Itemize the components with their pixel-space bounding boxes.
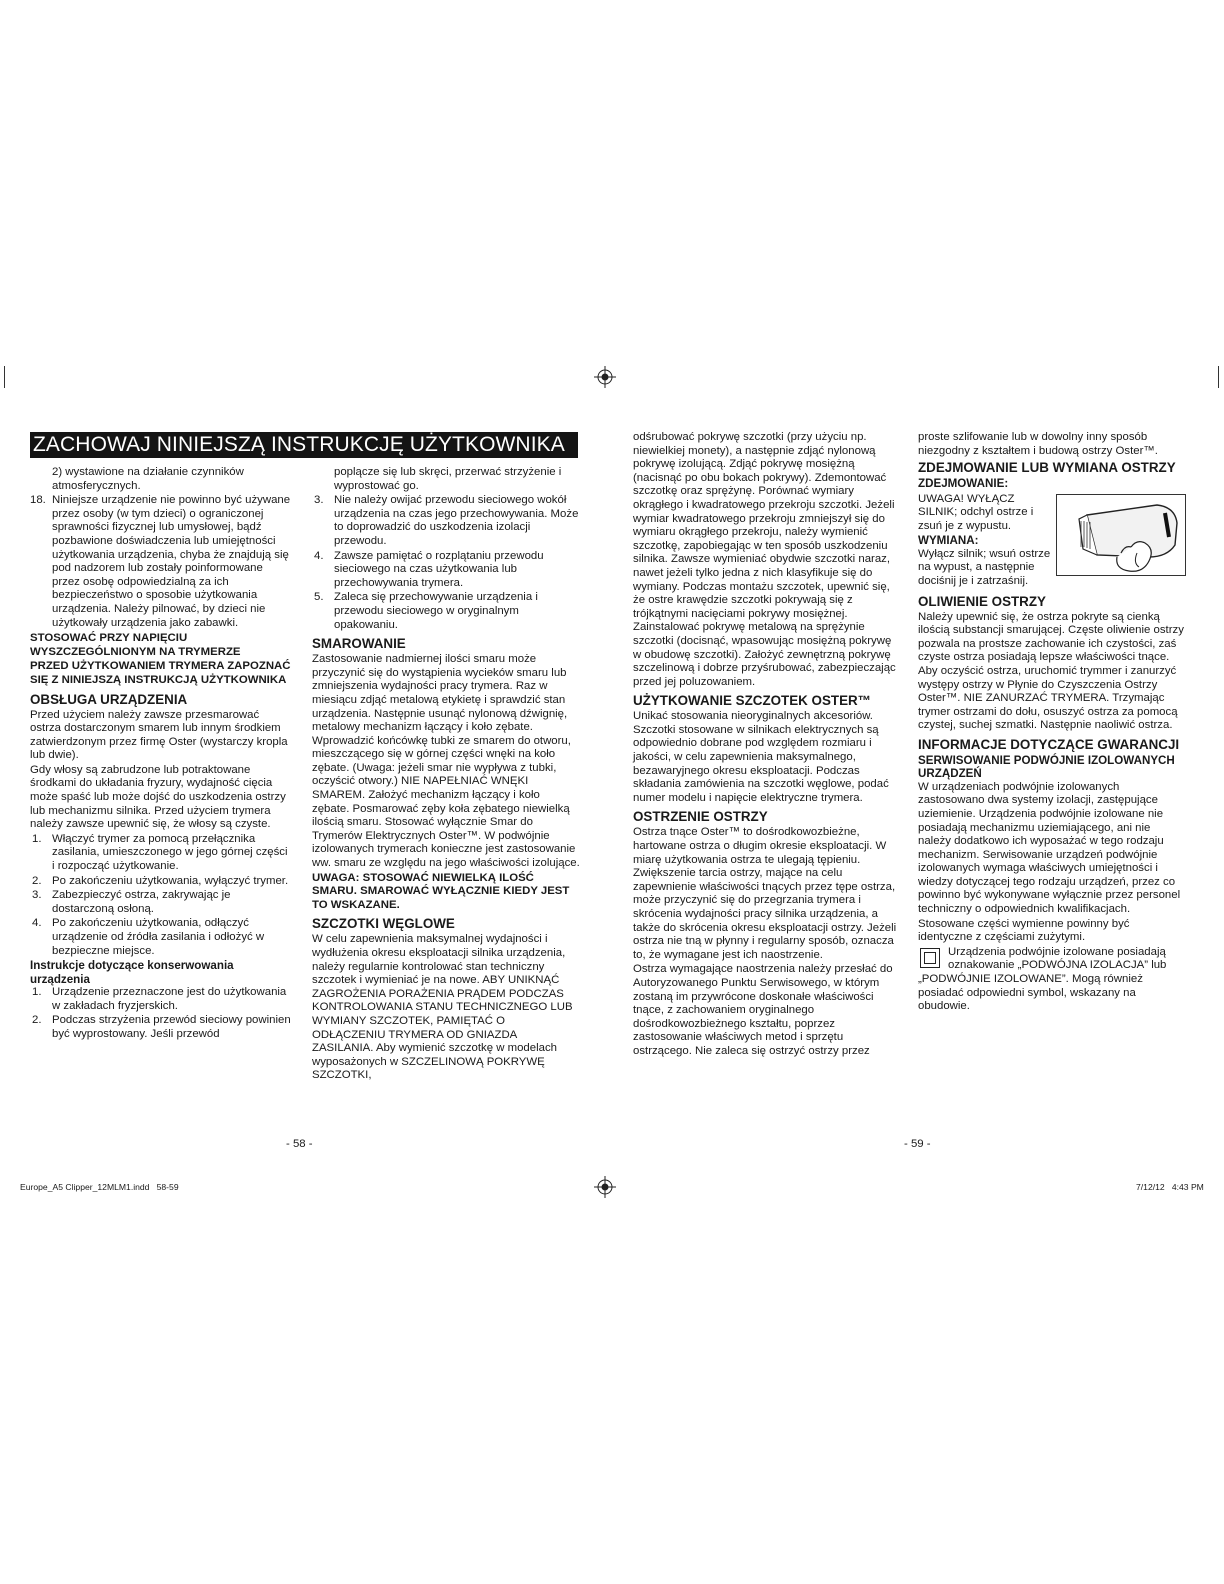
list-item: [312, 494, 580, 548]
list-item: [312, 591, 580, 632]
list-text: Zaleca się przechowywanie urządzenia i przewodu sieciowego w oryginalnym opakowaniu.: [334, 591, 538, 631]
paragraph: Przed użyciem należy zawsze przesmarować ostrza dostarczonym smarem lub innym środkiem zatwierdzonym przez firmę Oster (wystarczy kropla lub dwie).: [30, 708, 288, 762]
list-number: 5.: [314, 591, 324, 604]
column-4: [918, 431, 1186, 1015]
heading-uzytkowanie-szczotek: UŻYTKOWANIE SZCZOTEK OSTER™: [633, 693, 872, 709]
paragraph: odśrubować pokrywę szczotki (przy użyciu np. niewielkiej monety), a następnie zdjąć nylonową pokrywę izolującą. Zdjąć pokrywę mosiężną (nacisnąć po obu bokach pokrywy). Zdemontować szczotkę oraz sprężynę. Porównać wymiary okrągłego i kwadratowego przekroju szczotki. Jeżeli wymiar kwadratowego przekroju zmniejszył się do wymiaru okrągłego przekroju, należy wymienić szczotkę, zapobiegając w ten sposób uszkodzeniu silnika. Zawsze wymieniać obydwie szczotki naraz, nawet jeżeli tylko jedna z nich klasyfikuje się do wymiany. Podczas montażu szczotek, upewnić się, że ostre krawędzie szczotki pokrywają się z trójkątnymi nacięciami pokrywy mosiężnej. Zainstalować pokrywę metalową na sprężynie szczotki (docisnąć, wpasowując mosiężną pokrywę w obudowę szczotki). Założyć zewnętrzną pokrywę szczelinową i dobrze przyśrubować, zabezpieczając przed jej poluzowaniem.: [633, 431, 896, 688]
list-item: [30, 875, 292, 889]
footer-timestamp: 7/12/12 4:43 PM: [1136, 1182, 1204, 1192]
heading-smarowanie: SMAROWANIE: [312, 636, 406, 652]
paragraph: Ostrza tnące Oster™ to dośrodkowozbieżne, hartowane ostrza o długim okresie eksploatacji. W miarę użytkowania ostrza te ulegają tępieniu. Zwiększenie tarcia ostrzy, mające na celu zapewnienie właściwości tnących przez tępe ostrza, może przyczynić się do przegrzania trymera i skrócenia wydajności pracy silnika urządzenia, a także do skrócenia okresu eksploatacji ostrzy. Jeżeli ostrza nie tną w płynny i regularny sposób, oznacza to, że wymagane jest ich naostrzenie.: [633, 826, 897, 961]
lubrication-warning: UWAGA: STOSOWAĆ NIEWIELKĄ ILOŚĆ SMARU. SMAROWAĆ WYŁĄCZNIE KIEDY JEST TO WSKAZANE.: [312, 871, 570, 911]
list-number: 2.: [32, 1014, 42, 1027]
column-2: [312, 466, 580, 1084]
subheading-wymiana: WYMIANA:: [918, 534, 979, 548]
list-text: Podczas strzyżenia przewód sieciowy powinien być wyprostowany. Jeśli przewód: [52, 1014, 291, 1040]
paragraph: Wyłącz silnik; wsuń ostrze na wypust, a następnie dociśnij je i zatrzaśnij.: [918, 547, 1051, 587]
list-item: [30, 917, 292, 958]
crop-mark-right: [1218, 366, 1219, 388]
list-number: 3.: [32, 889, 42, 902]
registration-mark-top-icon: [594, 366, 616, 388]
paragraph: W celu zapewnienia maksymalnej wydajności i wydłużenia okresu eksploatacji silnika urządzenia, należy regularnie kontrolować stan techniczny szczotek i wymieniać je na nowe. ABY UNIKNĄĆ ZAGROŻENIA PORAŻENIA PRĄDEM PODCZAS KONTROLOWANIA STANU TECHNICZNEGO LUB WYMIANY SZCZOTEK, PAMIĘTAĆ O ODŁĄCZENIU TRYMERA OD GNIAZDA ZASILANIA. Aby wymienić szczotkę w modelach wyposażonych w SZCZELINOWĄ POKRYWĘ SZCZOTKI,: [312, 933, 573, 1082]
heading-obsluga: OBSŁUGA URZĄDZENIA: [30, 691, 188, 707]
paragraph: [918, 946, 1186, 1014]
read-manual-notice: PRZED UŻYTKOWANIEM TRYMERA ZAPOZNAĆ SIĘ Z NINIEJSZĄ INSTRUKCJĄ UŻYTKOWNIKA: [30, 660, 291, 686]
crop-mark-left: [4, 366, 5, 388]
column-1: [30, 466, 292, 1042]
continued-text: 2) wystawione na działanie czynników atmosferycznych.: [52, 466, 244, 492]
list-text: Po zakończeniu użytkowania, wyłączyć trymer.: [52, 874, 289, 887]
list-text: Nie należy owijać przewodu sieciowego wokół urządzenia na czas jego przechowywania. Może to doprowadzić do uszkodzenia izolacji przewodu.: [334, 494, 579, 547]
paragraph: W urządzeniach podwójnie izolowanych zastosowano dwa systemy izolacji, zastępujące uziemienie. Urządzenia podwójnie izolowane nie posiadają mechanizmu uziemiającego, ani nie należy dodatkowo ich wyposażać w tego rodzaju mechanizm. Serwisowanie urządzeń podwójnie izolowanych wymaga właściwych umiejętności i wiedzy dotyczącej tego rodzaju urządzeń, przez co powinno być wykonywane wyłącznie przez personel techniczny o odpowiednich kwalifikacjach.: [918, 780, 1181, 916]
heading-ostrzenie: OSTRZENIE OSTRZY: [633, 809, 768, 825]
paragraph: UWAGA! WYŁĄCZ SILNIK; odchyl ostrze i zsuń je z wypustu.: [918, 492, 1034, 532]
paragraph: Unikać stosowania nieoryginalnych akcesoriów. Szczotki stosowane w silnikach elektrycznych są odpowiednio dobrane pod względem rozmiaru i jakości, w celu zapewnienia maksymalnego, bezawaryjnego okresu eksploatacji. Podczas składania zamówienia na szczotki węglowe, podać numer modelu i napięcie elektryczne trymera.: [633, 710, 889, 804]
list-text: Zabezpieczyć ostrza, zakrywając je dostarczoną osłoną.: [52, 889, 231, 915]
footer-file-name: Europe_A5 Clipper_12MLM1.indd 58-59: [20, 1182, 179, 1192]
paragraph: Zastosowanie nadmiernej ilości smaru może przyczynić się do wystąpienia wycieków smaru lub zmniejszenia wydajności pracy trymera. Raz w miesiącu zdjąć metalową etykietę i sprawdzić stan urządzenia. Następnie usunąć nylonową dźwignię, metalowy mechanizm łączący i koło zębate. Wprowadzić końcówkę tubki ze smarem do otworu, mieszczącego się w górnej części wnęki na koło zębate. (Uwaga: jeżeli smar nie wypływa z tubki, oczyścić otwory.) NIE NAPEŁNIAĆ WNĘKI SMAREM. Założyć mechanizm łączący i koło zębate. Posmarować zęby koła zębatego niewielką ilością smaru. Stosować wyłącznie Smar do Trymerów Elektrycznych Oster™. W podwójnie izolowanych trymerach konieczne jest zastosowanie ww. smaru ze względu na jego właściwości izolujące.: [312, 653, 580, 870]
heading-instrukcje: Instrukcje dotyczące konserwowania urządzenia: [30, 959, 234, 986]
subheading-zdejmowanie: ZDEJMOWANIE:: [918, 477, 1009, 491]
double-insulation-text: Urządzenia podwójnie izolowane posiadają oznakowanie „PODWÓJNA IZOLACJA” lub „PODWÓJNIE IZOLOWANE”. Mogą również posiadać odpowiedni symbol, wskazany na obudowie.: [918, 945, 1167, 1013]
continued-text: poplącze się lub skręci, przerwać strzyżenie i wyprostować go.: [334, 466, 562, 492]
list-text: Po zakończeniu użytkowania, odłączyć urządzenie od źródła zasilania i odłożyć w bezpieczne miejsce.: [52, 917, 265, 957]
list-text: Niniejsze urządzenie nie powinno być używane przez osoby (w tym dzieci) o ograniczonej sprawności fizycznej lub umysłowej, bądź pozbawione doświadczenia lub umiejętności użytkowania urządzenia, chyba że znajdują się pod nadzorem lub zostały poinformowane przez osobę odpowiedzialną za ich bezpieczeństwo o sposobie użytkowania urządzenia. Należy pilnować, by dzieci nie użytkowały urządzenia jako zabawki.: [52, 494, 291, 629]
list-text: Włączyć trymer za pomocą przełącznika zasilania, umieszczonego w jego górnej części i rozpocząć użytkowanie.: [52, 832, 288, 873]
page-number-right: - 59 -: [904, 1138, 931, 1150]
list-number: 4.: [314, 549, 324, 562]
double-insulation-icon: [920, 948, 940, 968]
page-title-banner: ZACHOWAJ NINIEJSZĄ INSTRUKCJĘ UŻYTKOWNIKA: [30, 432, 578, 458]
heading-oliwienie: OLIWIENIE OSTRZY: [918, 593, 1046, 609]
blade-removal-illustration-icon: [1056, 494, 1186, 576]
list-number: 4.: [32, 917, 42, 930]
list-number: 3.: [314, 494, 324, 507]
list-number: 2.: [32, 874, 42, 887]
paragraph: Należy upewnić się, że ostrza pokryte są cienką ilością substancji smarującej. Częste oliwienie ostrzy pozwala na prostsze zachowanie ich czystości, zaś czyste ostrza posiadają lepsze właściwości tnące. Aby oczyścić ostrza, uruchomić trymmer i zanurzyć występy ostrzy w Płynie do Czyszczenia Ostrzy Oster™. NIE ZANURZAĆ TRYMERA. Trzymając trymer ostrzami do dołu, osuszyć ostrza za pomocą czystej, suchej szmatki. Następnie naoliwić ostrza.: [918, 610, 1184, 732]
paragraph: Gdy włosy są zabrudzone lub potraktowane środkami do układania fryzury, wydajność cięcia może spaść lub może dojść do uszkodzenia ostrzy lub mechanizmu silnika. Przed użyciem trymera należy zawsze upewnić się, że włosy są czyste.: [30, 763, 286, 831]
list-text: Zawsze pamiętać o rozplątaniu przewodu sieciowego na czas użytkowania lub przechowywania trymera.: [334, 549, 544, 589]
subheading-serwisowanie: SERWISOWANIE PODWÓJNIE IZOLOWANYCH URZĄDZEŃ: [918, 753, 1175, 781]
list-item: [30, 986, 292, 1013]
list-text: Urządzenie przeznaczone jest do użytkowania w zakładach fryzjerskich.: [52, 986, 287, 1012]
list-item: [30, 889, 292, 916]
paragraph: Stosowane części wymienne powinny być identyczne z częściami zużytymi.: [918, 917, 1130, 944]
list-number: 18.: [30, 494, 46, 507]
registration-mark-bottom-icon: [594, 1176, 616, 1198]
column-3: [633, 431, 897, 1060]
heading-zdejmowanie: ZDEJMOWANIE LUB WYMIANA OSTRZY: [918, 460, 1176, 476]
list-item: [30, 1014, 292, 1041]
page-number-left: - 58 -: [286, 1138, 313, 1150]
list-item: [30, 833, 292, 874]
continued-text: proste szlifowanie lub w dowolny inny sposób niezgodny z kształtem i budową ostrzy Oster™.: [918, 431, 1158, 457]
list-number: 1.: [32, 832, 42, 845]
list-item: [30, 494, 292, 630]
voltage-notice: STOSOWAĆ PRZY NAPIĘCIU WYSZCZEGÓLNIONYM NA TRYMERZE: [30, 632, 241, 658]
heading-szczotki: SZCZOTKI WĘGLOWE: [312, 916, 455, 932]
heading-informacje: INFORMACJE DOTYCZĄCE GWARANCJI: [918, 736, 1180, 752]
list-item: [312, 550, 580, 591]
paragraph: Ostrza wymagające naostrzenia należy przesłać do Autoryzowanego Punktu Serwisowego, w którym zostaną im przywrócone doskonałe właściwości tnące, z zachowaniem oryginalnego dośrodkowozbieżnego kształtu, poprzez zastosowanie właściwych metod i sprzętu ostrzącego. Nie zaleca się ostrzyć ostrzy przez: [633, 963, 893, 1057]
list-number: 1.: [32, 986, 42, 998]
